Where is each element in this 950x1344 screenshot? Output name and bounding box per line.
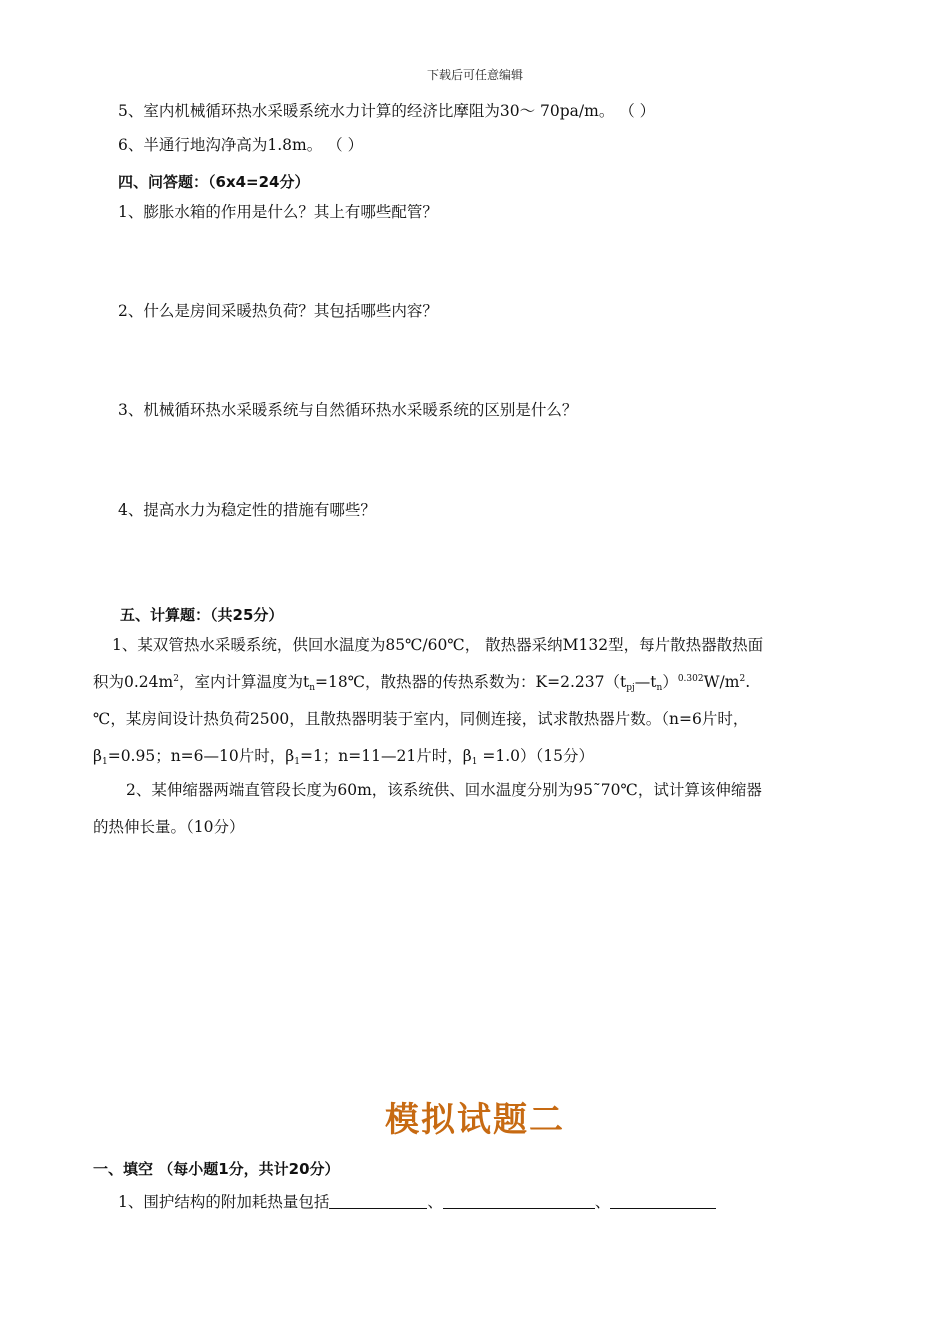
qa-question-2: 2、什么是房间采暖热负荷？其包括哪些内容？ xyxy=(118,302,438,320)
exam-2-question-1: 1、围护结构的附加耗热量包括 、 、 xyxy=(118,1194,716,1211)
exam-2-section-1-heading: 一、填空 （每小题1分，共计20分） xyxy=(93,1160,340,1178)
section-heading-calc: 五、计算题：（共25分） xyxy=(120,606,284,624)
calc-problem-2-line-2: 的热伸长量。（10分） xyxy=(93,818,245,836)
exam-2-title: 模拟试题二 xyxy=(385,1100,565,1140)
calc-problem-2-line-1: 2、某伸缩器两端直管段长度为60m，该系统供、回水温度分别为95˜70℃，试计算该伸缩器 xyxy=(126,781,762,799)
calc-problem-1-line-1: 1、某双管热水采暖系统，供回水温度为85℃/60℃， 散热器采纳M132型，每片散热器散热面 xyxy=(112,636,764,654)
question-6: 6、半通行地沟净高为1.8m。 （ ） xyxy=(118,136,364,154)
qa-question-1: 1、膨胀水箱的作用是什么？其上有哪些配管？ xyxy=(118,203,438,221)
answer-blank-1[interactable] xyxy=(329,1194,427,1209)
page-header: 下载后可任意编辑 xyxy=(426,68,523,82)
answer-blank-3[interactable] xyxy=(610,1194,716,1209)
calc-problem-1-line-2: 积为$0.24m^2$，室内计算温度为$t_n=18℃$，散热器的传热系数为：$K=2.237(t_{pj}—t_n)^{0.302}W/m^2$. xyxy=(93,673,751,693)
qa-question-3: 3、机械循环热水采暖系统与自然循环热水采暖系统的区别是什么？ xyxy=(118,401,578,419)
answer-blank-2[interactable] xyxy=(443,1194,595,1209)
calc-problem-1-line-3: ℃，某房间设计热负荷2500，且散热器明装于室内，同侧连接，试求散热器片数。（n=6片时， xyxy=(93,710,749,728)
qa-question-4: 4、提高水力为稳定性的措施有哪些？ xyxy=(118,501,376,519)
calc-problem-1-line-4: $\beta_1=0.95$；n=6—10片时，$\beta_1=1$；n=11—21片时，$\beta_1 =1.0)(15$分） xyxy=(93,747,594,767)
question-5: 5、室内机械循环热水采暖系统水力计算的经济比摩阻为30～ 70pa/m。 （ ） xyxy=(118,102,656,120)
section-heading-qa: 四、问答题：（6x4=24分） xyxy=(118,173,310,191)
